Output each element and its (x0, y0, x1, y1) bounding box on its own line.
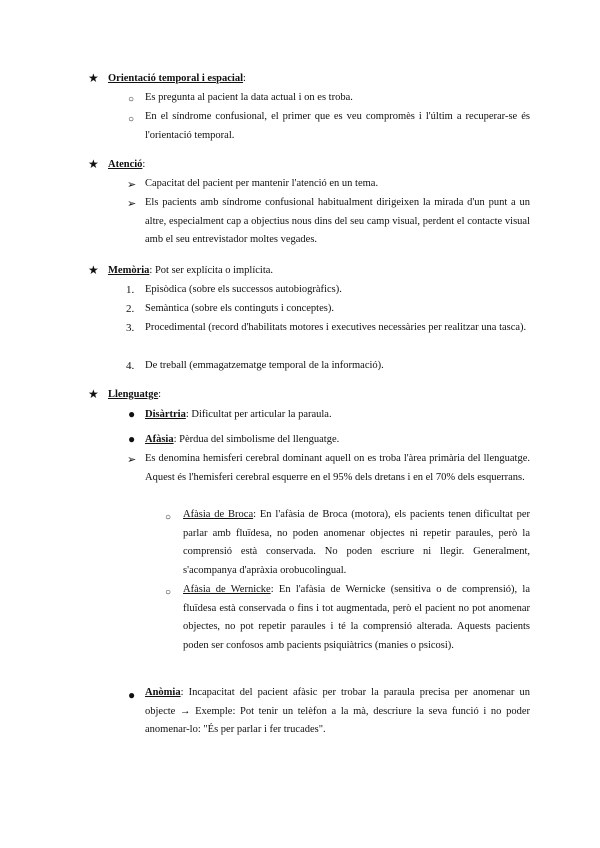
heading-suffix: : Pot ser explícita o implícita. (149, 265, 274, 276)
anomia-item (145, 684, 530, 740)
term: Disàrtria (145, 409, 186, 420)
circle-bullet-icon: ○ (128, 94, 135, 105)
list-item: Episòdica (sobre els successos autobiogràfics). (145, 284, 342, 295)
term: Anòmia (145, 687, 181, 698)
heading-memoria (108, 264, 273, 278)
heading-suffix: : (243, 73, 246, 84)
list-item: Es pregunta al pacient la data actual i on es troba. (145, 92, 353, 103)
definition: : Pèrdua del simbolisme del llenguatge. (173, 434, 340, 445)
circle-bullet-icon: ○ (128, 114, 135, 125)
list-item: Capacitat del pacient per mantenir l'atenció en un tema. (145, 178, 379, 189)
star-bullet-icon: ★ (88, 263, 99, 277)
list-number: 3. (126, 322, 135, 334)
heading-llenguatge (108, 388, 161, 402)
list-number: 4. (126, 360, 135, 372)
heading-title: Atenció (108, 159, 143, 170)
definition: : En l'afàsia de Wernicke (sensitiva o de comprensió), la fluïdesa està conservada o fins i tot augmentada, però el pacient no pot anomenar objectes, no pot repetir paraules i té la comprensió alterada. Aquests pacients poden ser confosos amb pacients psiquiàtrics (manies o psicosi). (183, 584, 530, 651)
round-bullet-icon: ● (128, 432, 136, 446)
definition: : En l'afàsia de Broca (motora), els pacients tenen dificultat per parlar amb fluïdesa, no poden anomenar objectes ni repetir paraules, però la comprensió està conservada. No poden escriure ni llegir. Generalment, s'acompanya d'apràxia orobucolingual. (183, 509, 531, 576)
star-bullet-icon: ★ (88, 157, 99, 171)
afasia-item (145, 433, 339, 447)
disartria-item (145, 408, 332, 422)
heading-suffix: : (158, 389, 162, 400)
list-item: En el síndrome confusional, el primer que es veu compromès i l'últim a recuperar-se és l'orientació temporal. (145, 111, 530, 141)
arrow-bullet-icon: ➢ (127, 198, 137, 210)
definition: : Incapacitat del pacient afàsic per trobar la paraula precisa per anomenar un objecte → Exemple: Pot tenir un telèfon a la mà, descriure la seva funció i no poder anomenar-lo: "És per parlar i fer trucades". (145, 687, 530, 735)
list-item: Els pacients amb síndrome confusional habitualment dirigeixen la mirada d'un punt a un altre, especialment cap a objectius nous dins del seu camp visual, perdent el contacte visual amb el seu entrevistador moltes vegades. (145, 197, 530, 245)
arrow-bullet-icon: ➢ (127, 179, 137, 191)
star-bullet-icon: ★ (88, 387, 99, 401)
list-number: 1. (126, 284, 135, 296)
heading-suffix: : (142, 159, 146, 170)
broca-item (183, 506, 530, 580)
heading-title: Memòria (108, 265, 150, 276)
heading-title: Llenguatge (108, 389, 159, 400)
term: Afàsia (145, 434, 174, 445)
list-item: De treball (emmagatzematge temporal de la informació). (145, 360, 384, 371)
heading-atencio (108, 158, 145, 172)
term: Afàsia de Broca (183, 509, 254, 520)
list-item: Semàntica (sobre els continguts i conceptes). (145, 303, 334, 314)
round-bullet-icon: ● (128, 407, 136, 421)
wernicke-item (183, 581, 530, 655)
round-bullet-icon: ● (128, 688, 136, 702)
list-item: Procedimental (record d'habilitats motores i executives necessàries per realitzar una tasca). (145, 322, 527, 333)
star-bullet-icon: ★ (88, 71, 99, 85)
circle-bullet-icon: ○ (165, 512, 172, 523)
definition: : Dificultat per articular la paraula. (185, 409, 332, 420)
heading-title: Orientació temporal i espacial (108, 73, 244, 84)
list-number: 2. (126, 303, 135, 315)
arrow-bullet-icon: ➢ (127, 454, 137, 466)
hemisferi-paragraph: Es denomina hemisferi cerebral dominant aquell on es troba l'àrea primària del llenguatge. Aquest és l'hemisferi cerebral esquerre en el 95% dels dretans i en el 70% dels esquerrans. (145, 453, 530, 483)
term: Afàsia de Wernicke (183, 584, 271, 595)
circle-bullet-icon: ○ (165, 587, 172, 598)
heading-orientacio (108, 72, 246, 86)
